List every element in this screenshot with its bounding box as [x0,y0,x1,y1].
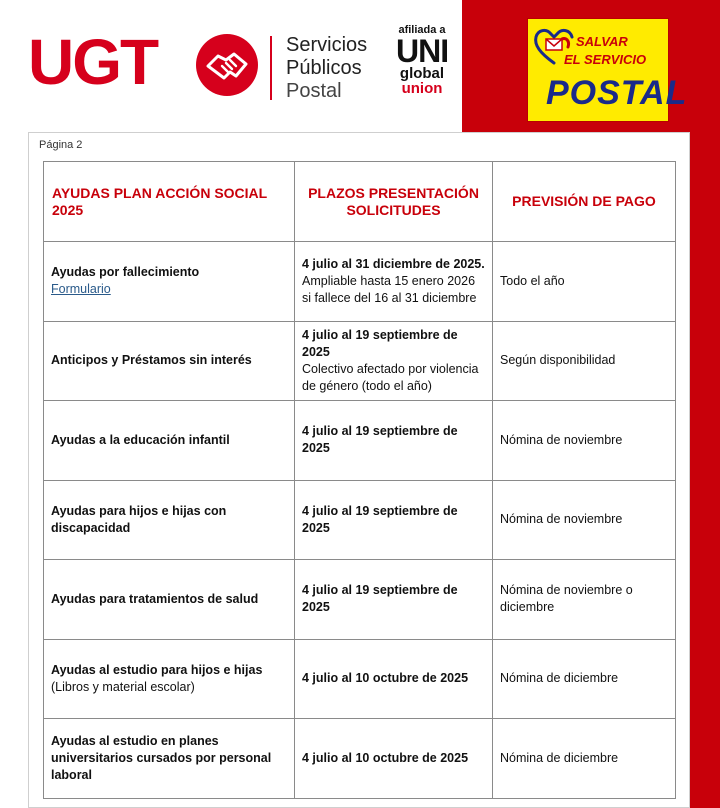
row-name: Ayudas para hijos e hijas con discapacidad [51,503,227,535]
row-payment: Nómina de noviembre [493,480,676,560]
table-row [44,719,676,799]
uni-mark: UNI [396,33,449,69]
row-payment: Según disponibilidad [493,321,676,401]
postal-big-text: POSTAL [546,74,688,112]
ugt-logo-text: UGT [28,26,158,98]
row-deadline: 4 julio al 31 diciembre de 2025. [302,256,485,271]
uni-global-union-logo [396,24,448,108]
row-name: Ayudas por fallecimiento [51,265,200,280]
row-deadline: 4 julio al 19 septiembre de 2025 [302,503,458,535]
row-name: Ayudas a la educación infantil [51,432,230,447]
table-row [44,321,676,401]
uni-global-text: global [399,65,445,82]
row-payment: Todo el año [493,242,676,322]
handshake-icon [196,34,258,96]
salvar-servicio-postal-badge [527,18,688,122]
row-deadline: 4 julio al 10 octubre de 2025 [302,750,469,765]
row-payment: Nómina de noviembre o diciembre [493,560,676,640]
row-name: Ayudas al estudio en planes universitarios cursados por personal laboral [51,733,272,782]
header-prevision: PREVISIÓN DE PAGO [493,162,676,242]
header-plazos: PLAZOS PRESENTACIÓN SOLICITUDES [295,162,493,242]
header-ayudas: AYUDAS PLAN ACCIÓN SOCIAL 2025 [44,162,295,242]
row-deadline: 4 julio al 19 septiembre de 2025 [302,583,458,615]
table-row [44,480,676,560]
row-name-cell [44,242,295,322]
row-payment: Nómina de diciembre [493,639,676,719]
row-name: Ayudas para tratamientos de salud [51,591,259,606]
row-name-cell [44,719,295,799]
table-row [44,401,676,481]
table-row [44,242,676,322]
row-deadline-cell [295,639,493,719]
table-header-row [44,162,676,242]
row-deadline-cell [295,719,493,799]
row-deadline-cell [295,321,493,401]
postal-line1: SALVAR [576,34,628,49]
row-name-cell [44,321,295,401]
row-deadline-cell [295,242,493,322]
row-name-cell [44,560,295,640]
row-payment: Nómina de diciembre [493,719,676,799]
red-side-strip [686,130,720,808]
row-deadline-cell [295,401,493,481]
logo-divider [270,36,272,100]
row-deadline: 4 julio al 19 septiembre de 2025 [302,327,458,359]
document-page [28,132,690,808]
row-payment: Nómina de noviembre [493,401,676,481]
page-header [0,0,462,132]
row-name: Ayudas al estudio para hijos e hijas [51,662,263,677]
row-name-cell [44,480,295,560]
row-name: Anticipos y Préstamos sin interés [51,353,252,368]
row-deadline-note: Ampliable hasta 15 enero 2026 si fallece del 16 al 31 diciembre [302,273,477,305]
table-row [44,639,676,719]
row-deadline: 4 julio al 10 octubre de 2025 [302,671,469,686]
table-row [44,560,676,640]
row-name-extra: (Libros y material escolar) [51,679,195,694]
ugt-sub-line1: Servicios [286,34,368,56]
row-name-cell [44,639,295,719]
formulario-link[interactable]: Formulario [51,282,111,297]
uni-union-text: union [401,80,443,97]
ugt-subtitle [286,34,367,103]
benefits-table [43,161,676,799]
row-name-cell [44,401,295,481]
postal-line2: EL SERVICIO [564,52,647,67]
ugt-sub-line3: Postal [286,80,342,102]
uni-affiliation-text: afiliada a [398,24,446,36]
row-deadline-note: Colectivo afectado por violencia de género (todo el año) [302,361,479,393]
page-number: Página 2 [39,139,83,151]
row-deadline-cell [295,560,493,640]
row-deadline-cell [295,480,493,560]
ugt-sub-line2: Públicos [286,57,362,79]
row-deadline: 4 julio al 19 septiembre de 2025 [302,424,458,456]
